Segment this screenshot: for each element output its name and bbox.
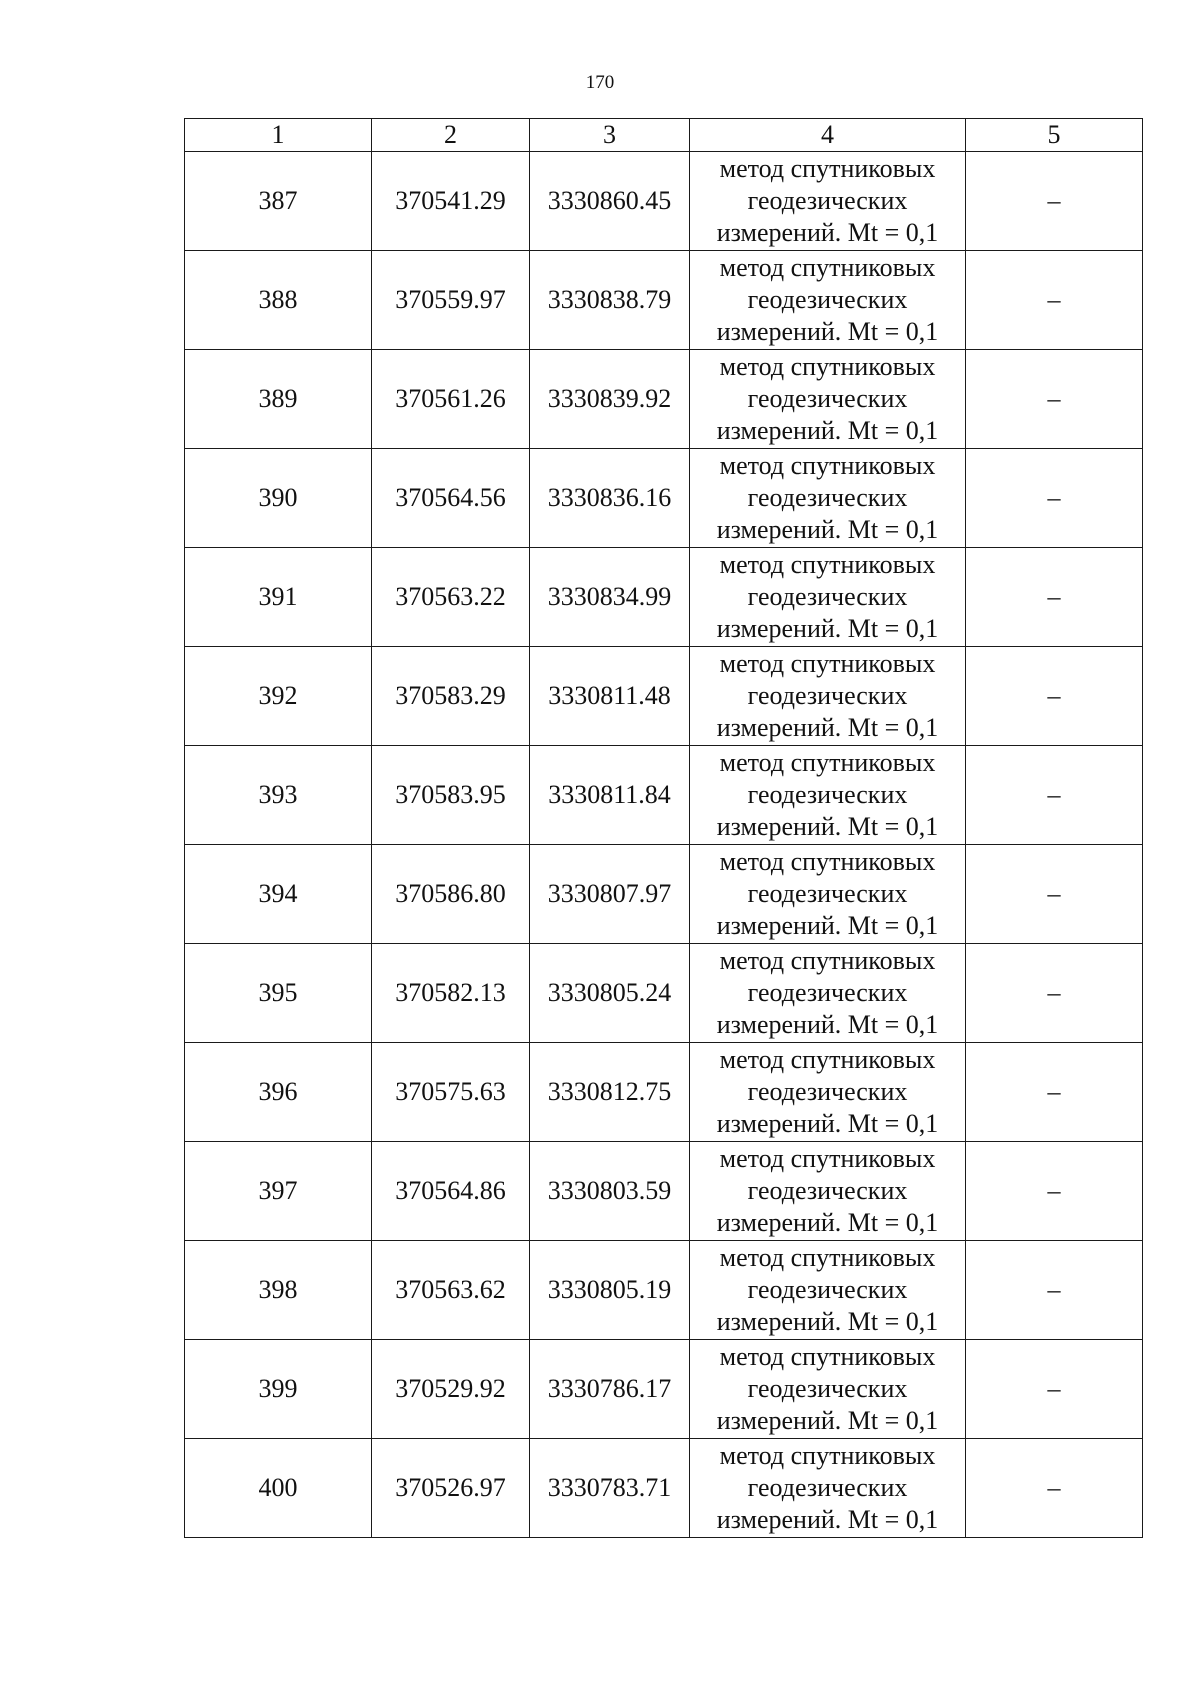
method-line: геодезических (747, 879, 908, 908)
method-line: измерений. Mt = 0,1 (716, 1406, 939, 1435)
x-coordinate-cell: 370529.92 (372, 1340, 530, 1439)
y-coordinate-cell: 3330836.16 (530, 449, 690, 548)
method-line: измерений. Mt = 0,1 (716, 515, 939, 544)
header-col-3: 3 (530, 119, 690, 152)
method-cell (690, 548, 966, 647)
note-cell: – (966, 944, 1143, 1043)
note-cell: – (966, 1241, 1143, 1340)
method-line: измерений. Mt = 0,1 (716, 1505, 939, 1534)
note-cell: – (966, 647, 1143, 746)
x-coordinate-cell: 370583.95 (372, 746, 530, 845)
method-line: метод спутниковых (719, 1045, 936, 1074)
header-col-2: 2 (372, 119, 530, 152)
method-line: измерений. Mt = 0,1 (716, 911, 939, 940)
note-cell: – (966, 1142, 1143, 1241)
method-line: геодезических (747, 1176, 908, 1205)
method-line: геодезических (747, 186, 908, 215)
point-number-cell: 399 (185, 1340, 372, 1439)
note-cell: – (966, 845, 1143, 944)
x-coordinate-cell: 370541.29 (372, 152, 530, 251)
point-number-cell: 389 (185, 350, 372, 449)
method-line: геодезических (747, 1374, 908, 1403)
method-line: метод спутниковых (719, 1243, 936, 1272)
method-line: геодезических (747, 978, 908, 1007)
method-line: метод спутниковых (719, 649, 936, 678)
method-line: измерений. Mt = 0,1 (716, 317, 939, 346)
point-number-cell: 387 (185, 152, 372, 251)
method-line: метод спутниковых (719, 1342, 936, 1371)
method-line: измерений. Mt = 0,1 (716, 1208, 939, 1237)
method-line: метод спутниковых (719, 451, 936, 480)
table-row (185, 251, 1143, 350)
method-line: геодезических (747, 780, 908, 809)
point-number-cell: 392 (185, 647, 372, 746)
x-coordinate-cell: 370564.86 (372, 1142, 530, 1241)
y-coordinate-cell: 3330860.45 (530, 152, 690, 251)
note-cell: – (966, 152, 1143, 251)
note-cell: – (966, 350, 1143, 449)
method-line: измерений. Mt = 0,1 (716, 812, 939, 841)
table-row (185, 746, 1143, 845)
y-coordinate-cell: 3330834.99 (530, 548, 690, 647)
table-row (185, 548, 1143, 647)
x-coordinate-cell: 370564.56 (372, 449, 530, 548)
method-line: измерений. Mt = 0,1 (716, 713, 939, 742)
point-number-cell: 395 (185, 944, 372, 1043)
y-coordinate-cell: 3330807.97 (530, 845, 690, 944)
x-coordinate-cell: 370563.22 (372, 548, 530, 647)
method-cell (690, 1439, 966, 1538)
x-coordinate-cell: 370559.97 (372, 251, 530, 350)
method-line: метод спутниковых (719, 748, 936, 777)
table-row (185, 845, 1143, 944)
method-line: метод спутниковых (719, 1144, 936, 1173)
y-coordinate-cell: 3330805.19 (530, 1241, 690, 1340)
table-row (185, 647, 1143, 746)
method-cell (690, 845, 966, 944)
x-coordinate-cell: 370526.97 (372, 1439, 530, 1538)
y-coordinate-cell: 3330811.48 (530, 647, 690, 746)
point-number-cell: 394 (185, 845, 372, 944)
page-number: 170 (585, 72, 615, 93)
y-coordinate-cell: 3330783.71 (530, 1439, 690, 1538)
table-row (185, 350, 1143, 449)
method-cell (690, 251, 966, 350)
table-body (185, 152, 1143, 1538)
point-number-cell: 397 (185, 1142, 372, 1241)
note-cell: – (966, 746, 1143, 845)
table-row (185, 449, 1143, 548)
method-cell (690, 647, 966, 746)
method-cell (690, 746, 966, 845)
point-number-cell: 388 (185, 251, 372, 350)
method-cell (690, 350, 966, 449)
method-line: геодезических (747, 1077, 908, 1106)
table-row (185, 1043, 1143, 1142)
method-cell (690, 152, 966, 251)
method-line: геодезических (747, 1275, 908, 1304)
method-line: геодезических (747, 384, 908, 413)
point-number-cell: 400 (185, 1439, 372, 1538)
note-cell: – (966, 251, 1143, 350)
point-number-cell: 391 (185, 548, 372, 647)
point-number-cell: 398 (185, 1241, 372, 1340)
note-cell: – (966, 1340, 1143, 1439)
method-line: измерений. Mt = 0,1 (716, 218, 939, 247)
method-line: метод спутниковых (719, 352, 936, 381)
method-line: геодезических (747, 681, 908, 710)
method-line: измерений. Mt = 0,1 (716, 1109, 939, 1138)
method-cell (690, 1340, 966, 1439)
method-line: геодезических (747, 582, 908, 611)
table-row (185, 944, 1143, 1043)
y-coordinate-cell: 3330786.17 (530, 1340, 690, 1439)
header-col-4: 4 (690, 119, 966, 152)
note-cell: – (966, 548, 1143, 647)
method-line: геодезических (747, 285, 908, 314)
y-coordinate-cell: 3330839.92 (530, 350, 690, 449)
x-coordinate-cell: 370582.13 (372, 944, 530, 1043)
method-line: метод спутниковых (719, 847, 936, 876)
point-number-cell: 393 (185, 746, 372, 845)
method-line: геодезических (747, 483, 908, 512)
method-line: метод спутниковых (719, 154, 936, 183)
table-row (185, 152, 1143, 251)
y-coordinate-cell: 3330838.79 (530, 251, 690, 350)
method-cell (690, 1142, 966, 1241)
coordinates-table (184, 118, 1143, 1538)
point-number-cell: 396 (185, 1043, 372, 1142)
header-col-1: 1 (185, 119, 372, 152)
method-cell (690, 1241, 966, 1340)
method-line: метод спутниковых (719, 550, 936, 579)
method-line: измерений. Mt = 0,1 (716, 1010, 939, 1039)
table-row (185, 1340, 1143, 1439)
method-line: геодезических (747, 1473, 908, 1502)
method-line: метод спутниковых (719, 253, 936, 282)
table-row (185, 1439, 1143, 1538)
method-line: измерений. Mt = 0,1 (716, 614, 939, 643)
method-cell (690, 944, 966, 1043)
point-number-cell: 390 (185, 449, 372, 548)
y-coordinate-cell: 3330811.84 (530, 746, 690, 845)
method-cell (690, 1043, 966, 1142)
note-cell: – (966, 449, 1143, 548)
table-row (185, 1241, 1143, 1340)
y-coordinate-cell: 3330803.59 (530, 1142, 690, 1241)
x-coordinate-cell: 370563.62 (372, 1241, 530, 1340)
method-cell (690, 449, 966, 548)
method-line: измерений. Mt = 0,1 (716, 1307, 939, 1336)
x-coordinate-cell: 370583.29 (372, 647, 530, 746)
note-cell: – (966, 1043, 1143, 1142)
table-row (185, 1142, 1143, 1241)
note-cell: – (966, 1439, 1143, 1538)
header-col-5: 5 (966, 119, 1143, 152)
y-coordinate-cell: 3330812.75 (530, 1043, 690, 1142)
y-coordinate-cell: 3330805.24 (530, 944, 690, 1043)
x-coordinate-cell: 370561.26 (372, 350, 530, 449)
method-line: метод спутниковых (719, 1441, 936, 1470)
x-coordinate-cell: 370575.63 (372, 1043, 530, 1142)
x-coordinate-cell: 370586.80 (372, 845, 530, 944)
table-header (185, 119, 1143, 152)
method-line: измерений. Mt = 0,1 (716, 416, 939, 445)
method-line: метод спутниковых (719, 946, 936, 975)
header-row (185, 119, 1143, 152)
